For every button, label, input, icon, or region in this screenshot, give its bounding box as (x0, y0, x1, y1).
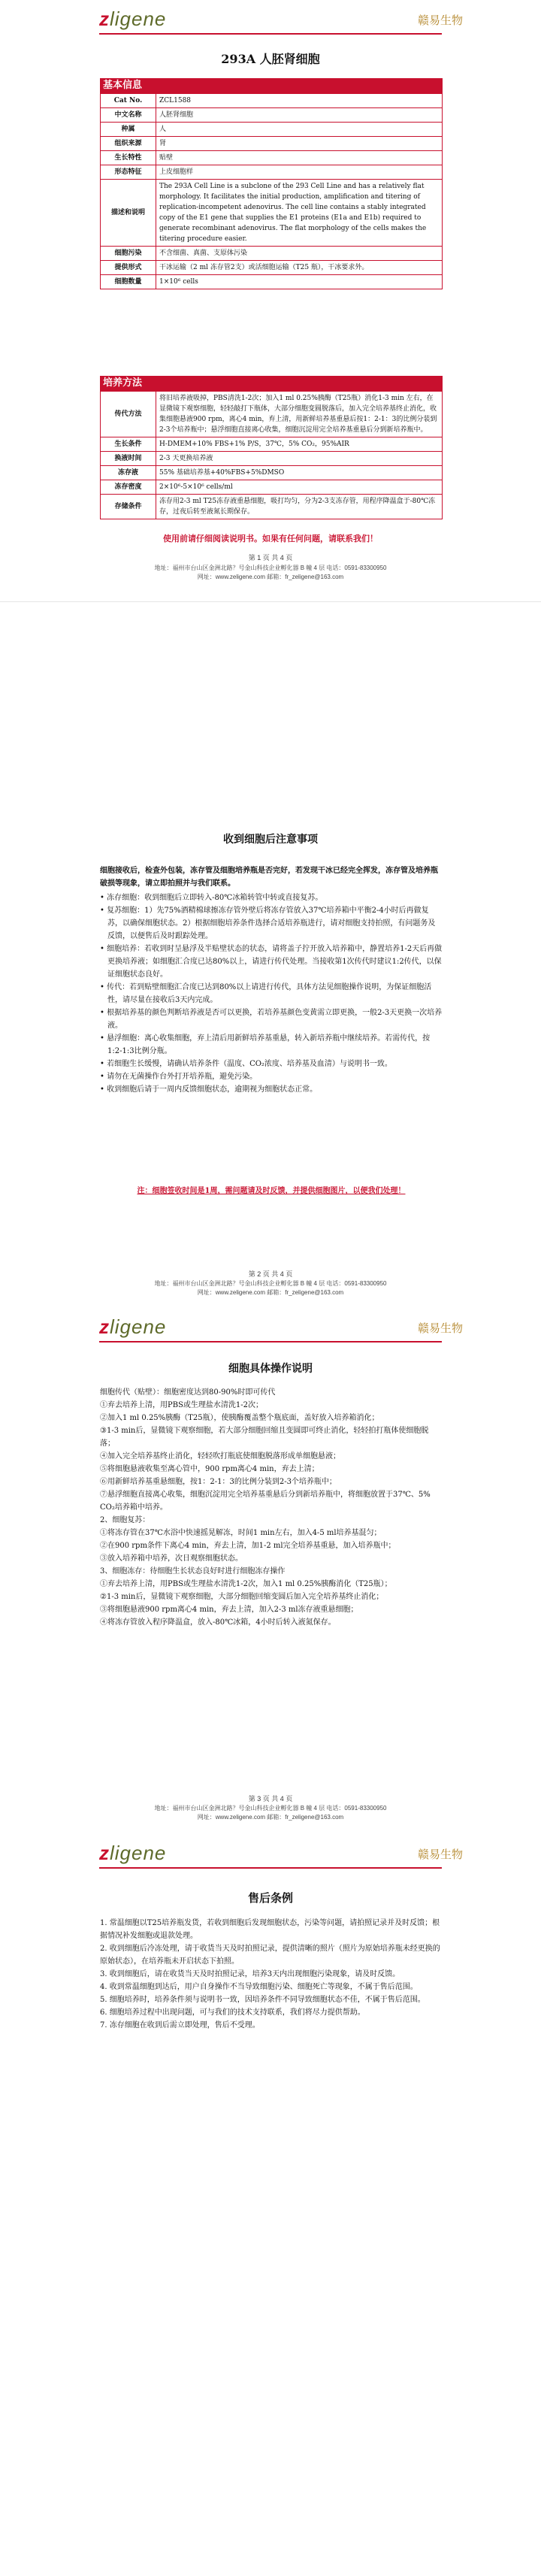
page-header: zligene 赣易生物 (0, 1308, 541, 1342)
page-number: 第 3 页 共 4 页 (248, 1795, 293, 1803)
list-item: 1. 常温细胞以T25培养瓶发货，若收到细胞后发现细胞状态，污染等问题，请拍照记录并及时反馈；根据情况补发细胞或退款处理。 (100, 1919, 440, 1940)
info-row (101, 495, 443, 519)
list-item: • 细胞培养：若收到时呈悬浮及半贴壁状态的状态，请将盖子拧开放入培养箱中，静置培养1-2天后再做更换培养液；如细胞汇合度已达80%以上，请进行传代处理。当接收第1次传代时建议1:2传代，以保证细胞状态良好。 (100, 945, 443, 979)
info-value: 55% 基础培养基+40%FBS+5%DMSO (156, 466, 443, 480)
info-value: 将旧培养液吸掉，PBS清洗1-2次；加入1 ml 0.25%胰酶（T25瓶）消化1-3 min 左右，在显微镜下观察细胞，轻轻敲打下瓶体，大部分细胞变圆脱落后，加入完全培养基终止消化，收集细胞悬液900 rpm，离心4 min，弃上清，用新鲜培养基重悬后按1：2-1：3的比例分装到2-3个培养瓶中；悬浮细胞直接离心收集，细胞沉淀用完全培养基重悬后分到新培养瓶中。 (156, 392, 443, 437)
info-key: 冻存密度 (101, 480, 156, 495)
info-value: 干冰运输（2 ml 冻存管2支）或活细胞运输（T25 瓶），干冰要求外。 (156, 261, 443, 275)
info-row (101, 247, 443, 261)
brand-name: 赣易生物 (418, 14, 464, 27)
info-row (101, 392, 443, 437)
list-item: ①弃去培养上清，用PBS或生理盐水清洗1-2次； (100, 1401, 264, 1409)
info-value: 不含细菌、真菌、支原体污染 (156, 247, 443, 261)
info-key: 传代方法 (101, 392, 156, 437)
notice-intro: 细胞接收后，检查外包装，冻存管及细胞培养瓶是否完好，若发现干冰已经完全挥发，冻存管及培养瓶破损等现象，请立即拍照并与我们联系。 (100, 867, 438, 888)
list-item: • 请勿在无菌操作台外打开培养瓶，避免污染。 (100, 1073, 258, 1081)
info-row (101, 94, 443, 108)
product-title: 293A 人胚肾细胞 (221, 52, 320, 66)
footer-web: 网址：www.zeligene.com 邮箱：fr_zeligene@163.com (197, 1814, 344, 1821)
page-header (0, 0, 541, 35)
info-row (101, 180, 443, 247)
info-row (101, 165, 443, 180)
list-item: • 传代：若到贴壁细胞汇合度已达到80%以上请进行传代，具体方法见细胞操作说明，为保证细胞活性，请尽量在接收后3天内完成。 (100, 983, 432, 1004)
list-item: 3. 收到细胞后，请在收货当天及时拍照记录，培养3天内出现细胞污染现象，请及时反馈。 (100, 1970, 400, 1978)
list-item: • 复苏细胞：1）先75%酒精棉球擦冻存管外壁后将冻存管放入37℃培养箱中平衡2-4小时后再做复苏，以确保细胞状态。2）根据细胞培养条件选择合适培养瓶进行，请对细胞支持拍照，有问题务及反馈，以便售后及时跟踪处理。 (100, 907, 436, 940)
after-sales-title: 售后条例 (247, 1891, 293, 1905)
info-row (101, 452, 443, 466)
list-item: ⑤将细胞悬液收集至离心管中，900 rpm离心4 min，弃去上清； (100, 1465, 319, 1473)
list-item: 2、细胞复苏： (100, 1516, 150, 1524)
list-item: ②在900 rpm条件下离心4 min，弃去上清，加1-2 ml完全培养基重悬，加入培养瓶中； (100, 1542, 396, 1550)
list-item: 4. 收到常温细胞到达后，用户自身操作不当导致细胞污染、细胞死亡等现象，不属于售后范围。 (100, 1983, 418, 1991)
info-key: 细胞污染 (101, 247, 156, 261)
notice-list (100, 891, 443, 1096)
list-item: ②1-3 min后，显微镜下观察细胞，大部分细胞回缩变圆后加入完全培养基终止消化； (100, 1593, 384, 1601)
culture-method-table (100, 391, 443, 519)
basic-info-table (100, 93, 443, 289)
info-value: ZCL1588 (156, 94, 443, 108)
list-item: 6. 细胞培养过程中出现问题，可与我们的技术支持联系，我们将尽力提供帮助。 (100, 2008, 365, 2017)
notice-title: 收到细胞后注意事项 (223, 834, 318, 846)
info-row (101, 437, 443, 452)
list-item: • 悬浮细胞：离心收集细胞，弃上清后用新鲜培养基重悬，转入新培养瓶中继续培养。若需传代，按1:2-1:3比例分瓶。 (100, 1034, 431, 1055)
footer-address: 地址：福州市台山区金洲北路？号金山科技企业孵化器 B 幢 4 层 电话：0591-83300950 (154, 1805, 387, 1812)
info-value: 1×10⁶ cells (156, 275, 443, 289)
info-value: 人胚肾细胞 (156, 108, 443, 123)
footer-address: 地址：福州市台山区金洲北路？号金山科技企业孵化器 B 幢 4 层 电话：0591-83300950 (154, 565, 387, 571)
info-row (101, 275, 443, 289)
footer-web: 网址：www.zeligene.com 邮箱：fr_zeligene@163.com (197, 1289, 344, 1296)
page-1 (0, 0, 541, 580)
list-item: 5. 细胞培养时，培养条件须与说明书一致，因培养条件不同导致细胞状态不佳，不属于售后范围。 (100, 1996, 425, 2004)
info-key: 中文名称 (101, 108, 156, 123)
list-item: ③放入培养箱中培养，次日观察细胞状态。 (100, 1554, 243, 1563)
info-row (101, 480, 443, 495)
info-key: 生长特性 (101, 151, 156, 165)
operation-title: 细胞具体操作说明 (228, 1363, 313, 1375)
info-row (101, 108, 443, 123)
list-item: ④加入完全培养基终止消化，轻轻吹打瓶底使细胞脱落形成单细胞悬液； (100, 1452, 340, 1461)
list-item: ①将冻存管在37℃水浴中快速摇晃解冻，时间1 min左右，加入4-5 ml培养基混匀； (100, 1529, 382, 1537)
list-item: ③1-3 min后，显微镜下观察细胞，若大部分细胞回缩且变圆即可终止消化，轻轻拍打瓶体使细胞脱落； (100, 1427, 429, 1448)
info-key: 描述和说明 (101, 180, 156, 247)
page-header: zligene 赣易生物 (0, 1834, 541, 1869)
info-key: 细胞数量 (101, 275, 156, 289)
usage-note: 使用前请仔细阅读说明书。如果有任何问题，请联系我们！ (163, 534, 378, 543)
list-item: ②加入1 ml 0.25%胰酶（T25瓶），使胰酶覆盖整个瓶底面，盖好放入培养箱消化； (100, 1414, 379, 1422)
info-row (101, 151, 443, 165)
operation-steps (100, 1386, 443, 1629)
section-basic-info: 基本信息 (100, 78, 443, 93)
list-item: ④将冻存管放入程序降温盒，放入-80℃冰箱，4小时后转入液氮保存。 (100, 1618, 336, 1627)
page-number: 第 1 页 共 4 页 (248, 554, 293, 562)
list-item: • 根据培养基的颜色判断培养液是否可以更换，若培养基颜色变黄需立即更换，一般2-3天更换一次培养液。 (100, 1009, 443, 1030)
info-row (101, 261, 443, 275)
list-item: ⑦悬浮细胞直接离心收集，细胞沉淀用完全培养基重悬后分到新培养瓶中，将细胞放置于37℃、5% CO₂培养箱中培养。 (100, 1491, 431, 1512)
info-key: 种属 (101, 123, 156, 137)
info-row (101, 137, 443, 151)
info-row (101, 123, 443, 137)
list-item: ①弃去培养上清，用PBS或生理盐水清洗1-2次，加入1 ml 0.25%胰酶消化（T25瓶）； (100, 1580, 392, 1588)
info-value: The 293A Cell Line is a subclone of the 293 Cell Line and has a relatively flat morphology. It facilitates the initial production, amplification and titering of replication-incompetent adenovirus. The cell line contains a stably integrated copy of the E1 gene that supplies the E1 proteins (E1a and E1b) required to generate recombinant adenovirus. The flat morphology of the cells makes the titering procedure easier. (156, 180, 443, 247)
list-item: • 收到细胞后请于一周内反馈细胞状态，逾期视为细胞状态正常。 (100, 1085, 318, 1094)
list-item: 细胞传代（贴壁）：细胞密度达到80-90%时即可传代 (100, 1388, 276, 1397)
page-number: 第 2 页 共 4 页 (248, 1270, 293, 1278)
info-key: 换液时间 (101, 452, 156, 466)
page-4 (0, 1834, 541, 2571)
info-value: 2×10⁶-5×10⁶ cells/ml (156, 480, 443, 495)
warning-note: 注：细胞签收时间是1周，需问题请及时反馈，并提供细胞图片，以便我们处理！ (137, 1187, 406, 1195)
footer-web: 网址：www.zeligene.com 邮箱：fr_zeligene@163.com (197, 574, 344, 580)
info-value: H-DMEM+10% FBS+1% P/S，37℃，5% CO₂，95%AIR (156, 437, 443, 452)
info-key: 组织来源 (101, 137, 156, 151)
company-logo: zligene (99, 8, 167, 30)
info-key: 生长条件 (101, 437, 156, 452)
info-key: 存储条件 (101, 495, 156, 519)
info-key: Cat No. (101, 94, 156, 108)
info-value: 上皮细胞样 (156, 165, 443, 180)
info-value: 冻存用2-3 ml T25冻存液重悬细胞，吸打均匀，分为2-3支冻存管，用程序降温盒于-80℃冻存，过夜后转至液氮长期保存。 (156, 495, 443, 519)
list-item: 7. 冻存细胞在收到后需立即处理，售后不受理。 (100, 2021, 260, 2030)
info-value: 人 (156, 123, 443, 137)
info-key: 形态特征 (101, 165, 156, 180)
list-item: 2. 收到细胞后冷冻处理，请于收货当天及时拍照记录，提供清晰的照片（照片为原始培养瓶未经更换的原始状态），在培养瓶未开启状态下拍照。 (100, 1945, 440, 1966)
section-culture-method: 培养方法 (100, 376, 443, 391)
after-sales-items (100, 1917, 443, 2032)
list-item: ⑥用新鲜培养基重悬细胞，按1：2-1：3的比例分装到2-3个培养瓶中； (100, 1478, 337, 1486)
info-row (101, 466, 443, 480)
list-item: • 冻存细胞：收到细胞后立即转入-80℃冰箱转管中转或直接复苏。 (100, 894, 323, 902)
footer-address: 地址：福州市台山区金洲北路？号金山科技企业孵化器 B 幢 4 层 电话：0591-83300950 (154, 1280, 387, 1287)
info-value: 肾 (156, 137, 443, 151)
info-value: 贴壁 (156, 151, 443, 165)
list-item: • 若细胞生长缓慢，请确认培养条件（温度、CO₂浓度、培养基及血清）与说明书一致。 (100, 1060, 392, 1068)
info-key: 提供形式 (101, 261, 156, 275)
list-item: ③将细胞悬液900 rpm离心4 min，弃去上清，加入2-3 ml冻存液重悬细胞； (100, 1606, 358, 1614)
info-key: 冻存液 (101, 466, 156, 480)
info-value: 2-3 天更换培养液 (156, 452, 443, 466)
list-item: 3、细胞冻存：待细胞生长状态良好时进行细胞冻存操作 (100, 1567, 286, 1576)
